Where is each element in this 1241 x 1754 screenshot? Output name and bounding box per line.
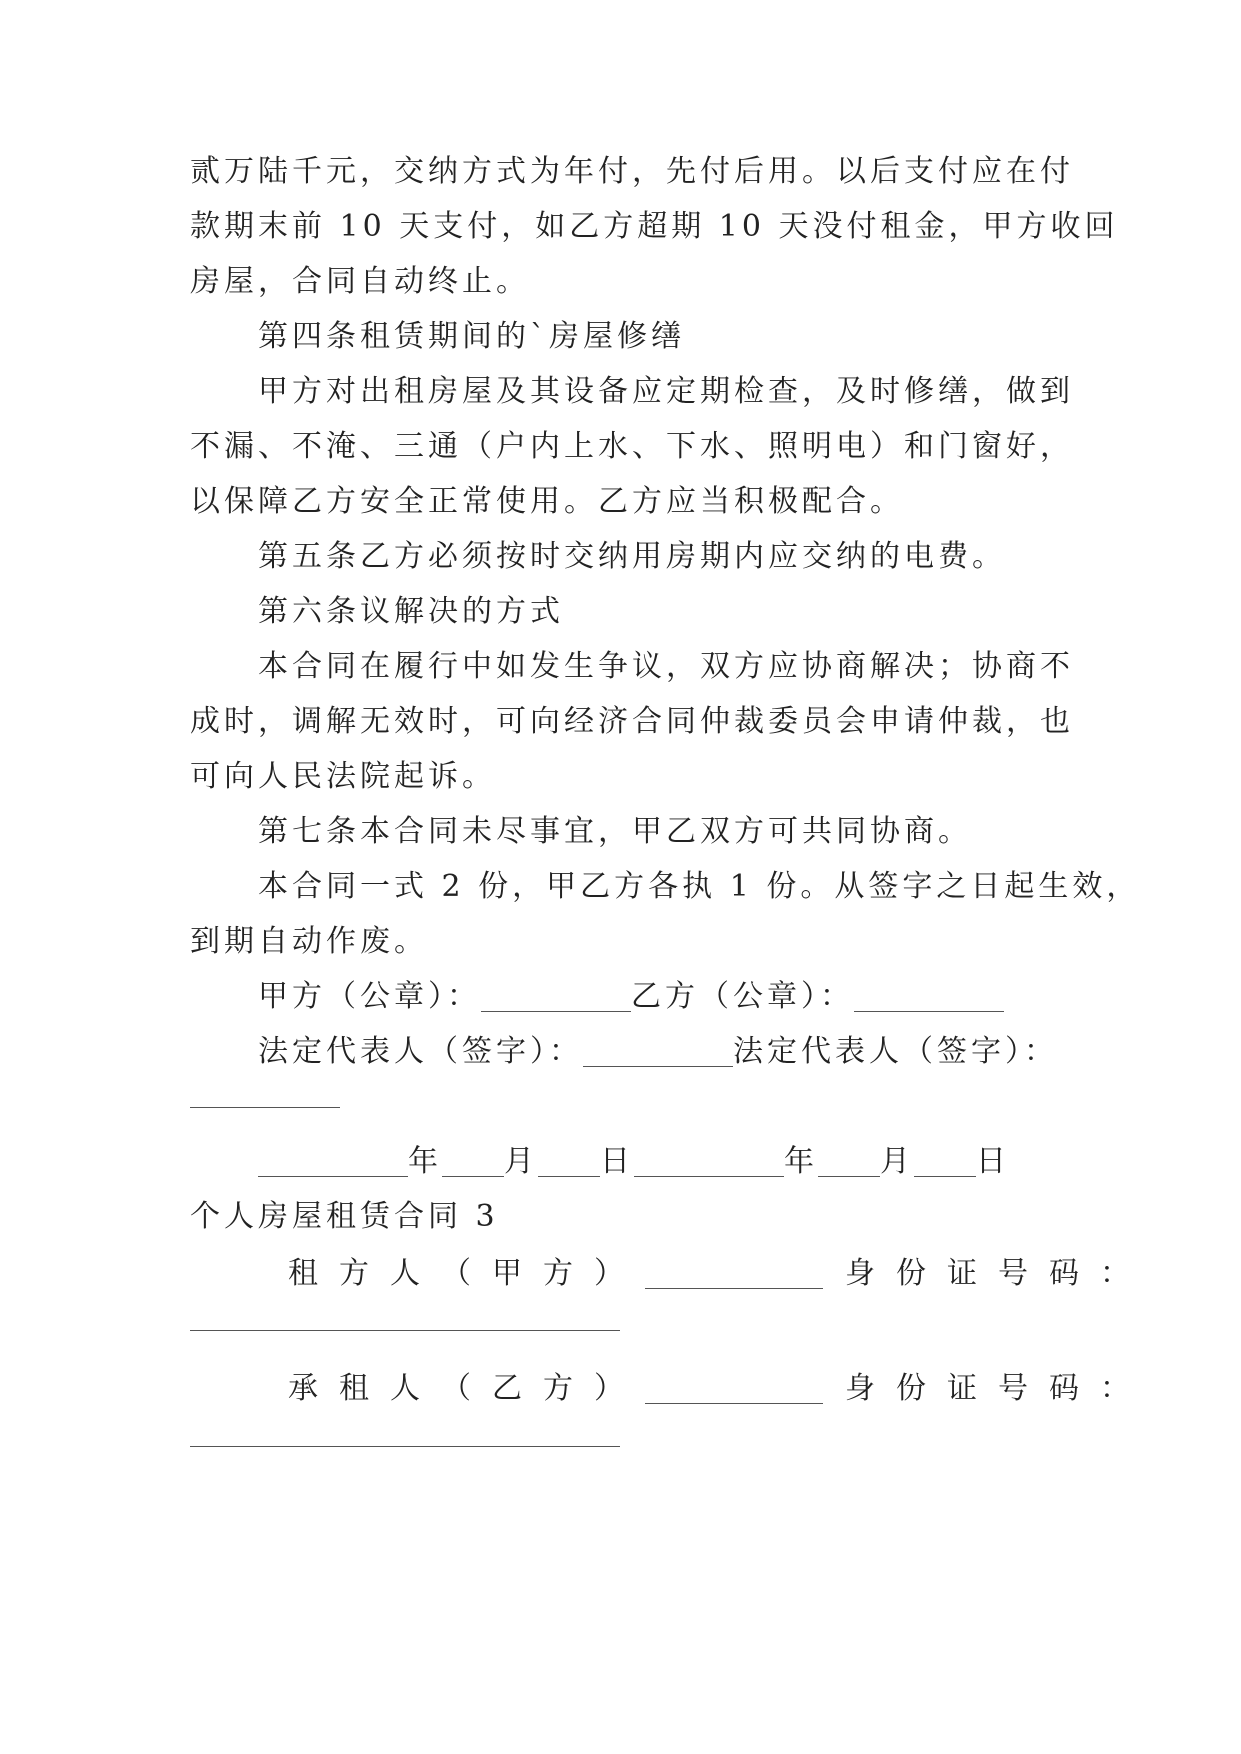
article-6-line-1: 本合同在履行中如发生争议，双方应协商解决；协商不 — [258, 649, 1074, 684]
legal-rep-row — [258, 1032, 1058, 1072]
legal-rep-b-label: 法定代表人（签字）： — [733, 1034, 1058, 1069]
seal-signature-row — [258, 977, 1004, 1017]
lessor-label: 租方人（甲方） — [288, 1256, 645, 1291]
lessor-id-blank[interactable] — [190, 1330, 620, 1331]
next-contract-title: 个人房屋租赁合同 3 — [190, 1199, 499, 1234]
lessee-row — [288, 1369, 1151, 1409]
lessee-label: 承租人（乙方） — [288, 1371, 645, 1406]
rent-paragraph-line-3: 房屋，合同自动终止。 — [190, 264, 530, 299]
date-b-day-blank[interactable] — [914, 1146, 976, 1177]
article-6-line-2: 成时，调解无效时，可向经济合同仲裁委员会申请仲裁，也 — [190, 704, 1074, 739]
lessee-id-blank[interactable] — [190, 1446, 620, 1447]
legal-rep-a-blank[interactable] — [583, 1036, 733, 1067]
lessor-name-blank[interactable] — [645, 1258, 823, 1289]
rent-paragraph-line-2: 款期末前 10 天支付，如乙方超期 10 天没付租金，甲方收回 — [190, 209, 1119, 244]
legal-rep-a-label: 法定代表人（签字）： — [258, 1034, 583, 1069]
date-b-day-label: 日 — [976, 1144, 1010, 1179]
party-a-seal-label: 甲方（公章）： — [258, 979, 481, 1014]
lessor-id-label: 身份证号码： — [845, 1256, 1151, 1291]
article-6-heading: 第六条议解决的方式 — [258, 594, 564, 629]
copies-line-1: 本合同一式 2 份，甲乙方各执 1 份。从签字之日起生效， — [258, 869, 1141, 904]
date-a-year-blank[interactable] — [258, 1146, 408, 1177]
date-a-month-label: 月 — [504, 1144, 538, 1179]
date-row — [258, 1142, 1010, 1182]
date-a-day-blank[interactable] — [538, 1146, 600, 1177]
copies-line-2: 到期自动作废。 — [190, 924, 428, 959]
date-b-month-blank[interactable] — [818, 1146, 880, 1177]
article-6-line-3: 可向人民法院起诉。 — [190, 759, 496, 794]
legal-rep-b-blank[interactable] — [190, 1107, 340, 1108]
date-a-year-label: 年 — [408, 1144, 442, 1179]
party-b-seal-label: 乙方（公章）： — [631, 979, 854, 1014]
article-4-heading: 第四条租赁期间的`房屋修缮 — [258, 319, 685, 354]
lessee-id-label: 身份证号码： — [845, 1371, 1151, 1406]
party-b-seal-blank[interactable] — [854, 981, 1004, 1012]
article-5: 第五条乙方必须按时交纳用房期内应交纳的电费。 — [258, 539, 1006, 574]
article-7: 第七条本合同未尽事宜，甲乙双方可共同协商。 — [258, 814, 972, 849]
article-4-line-1: 甲方对出租房屋及其设备应定期检查，及时修缮，做到 — [258, 374, 1074, 409]
date-a-month-blank[interactable] — [442, 1146, 504, 1177]
date-b-year-label: 年 — [784, 1144, 818, 1179]
article-4-line-2: 不漏、不淹、三通（户内上水、下水、照明电）和门窗好， — [190, 429, 1074, 464]
party-a-seal-blank[interactable] — [481, 981, 631, 1012]
date-a-day-label: 日 — [600, 1144, 634, 1179]
lessor-row — [288, 1254, 1151, 1294]
article-4-line-3: 以保障乙方安全正常使用。乙方应当积极配合。 — [190, 484, 904, 519]
date-b-year-blank[interactable] — [634, 1146, 784, 1177]
rent-paragraph-line-1: 贰万陆千元，交纳方式为年付，先付后用。以后支付应在付 — [190, 154, 1074, 189]
date-b-month-label: 月 — [880, 1144, 914, 1179]
lessee-name-blank[interactable] — [645, 1373, 823, 1404]
